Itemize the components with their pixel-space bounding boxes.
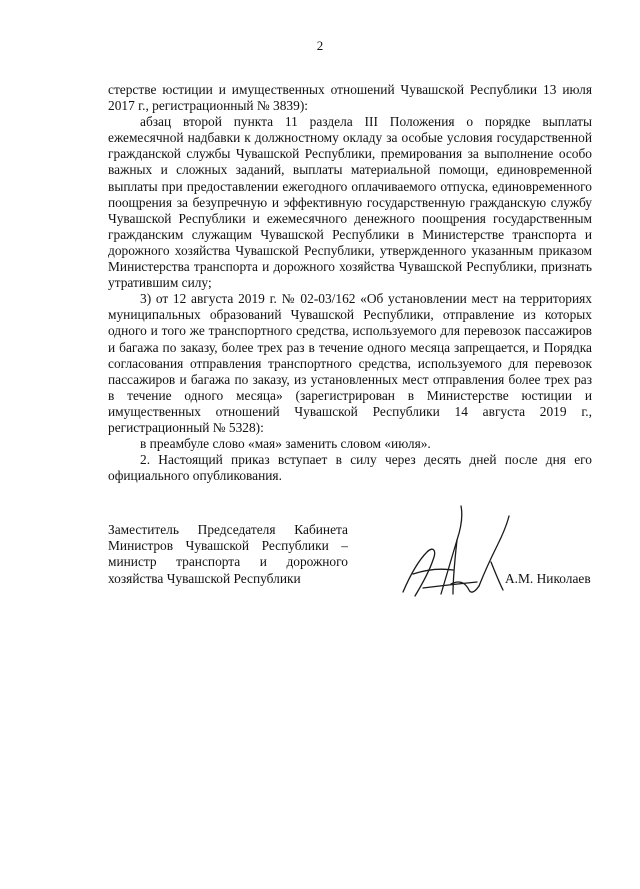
signatory-line-3: министр транспорта и дорожного xyxy=(108,554,348,570)
page-number: 2 xyxy=(316,38,324,53)
paragraph-item-3: 3) от 12 августа 2019 г. № 02-03/162 «Об установлении мест на территориях муниципальных образований Чувашской Республики, отправление из которых одного и того же транспортного средства, используемого для перевозок пассажиров и багажа по заказу, более трех раз в течение одного месяца запрещается, и Порядка согласования отправления транспортного средства, используемого для перевозок пассажиров и багажа по заказу, из установленных мест отправления более трех раз в течение одного месяца» (зарегистрирован в Министерстве юстиции и имущественных отношений Чувашской Республики 14 августа 2019 г., регистрационный № 5328): xyxy=(108,291,592,435)
paragraph-continuation: стерстве юстиции и имущественных отношений Чувашской Республики 13 июля 2017 г., регистрационный № 3839): xyxy=(108,82,592,114)
handwritten-signature xyxy=(395,500,525,610)
signatory-line-2: Министров Чувашской Республики – xyxy=(108,538,348,554)
document-body xyxy=(108,82,592,484)
paragraph-preamble-change: в преамбуле слово «мая» заменить словом «июля». xyxy=(140,436,431,452)
signatory-position xyxy=(108,522,348,587)
signatory-line-1: Заместитель Председателя Кабинета xyxy=(108,522,348,537)
paragraph-item-2: 2. Настоящий приказ вступает в силу через десять дней после дня его официального опубликования. xyxy=(108,452,592,484)
signer-name: А.М. Николаев xyxy=(505,571,591,586)
signatory-line-4: хозяйства Чувашской Республики xyxy=(108,570,301,586)
paragraph-abzac: абзац второй пункта 11 раздела III Положения о порядке выплаты ежемесячной надбавки к должностному окладу за особые условия государственной гражданской службы Чувашской Республики, премирования за выполнение особо важных и сложных заданий, выплаты материальной помощи, единовременной выплаты при предоставлении ежегодного оплачиваемого отпуска, единовременного поощрения за безупречную и эффективную государственную гражданскую службу Чувашской Республики и ежемесячного денежного поощрения государственным гражданским служащим Чувашской Республики в Министерстве транспорта и дорожного хозяйства Чувашской Республики, утвержденного указанным приказом Министерства транспорта и дорожного хозяйства Чувашской Республики, признать утратившим силу; xyxy=(108,114,592,291)
